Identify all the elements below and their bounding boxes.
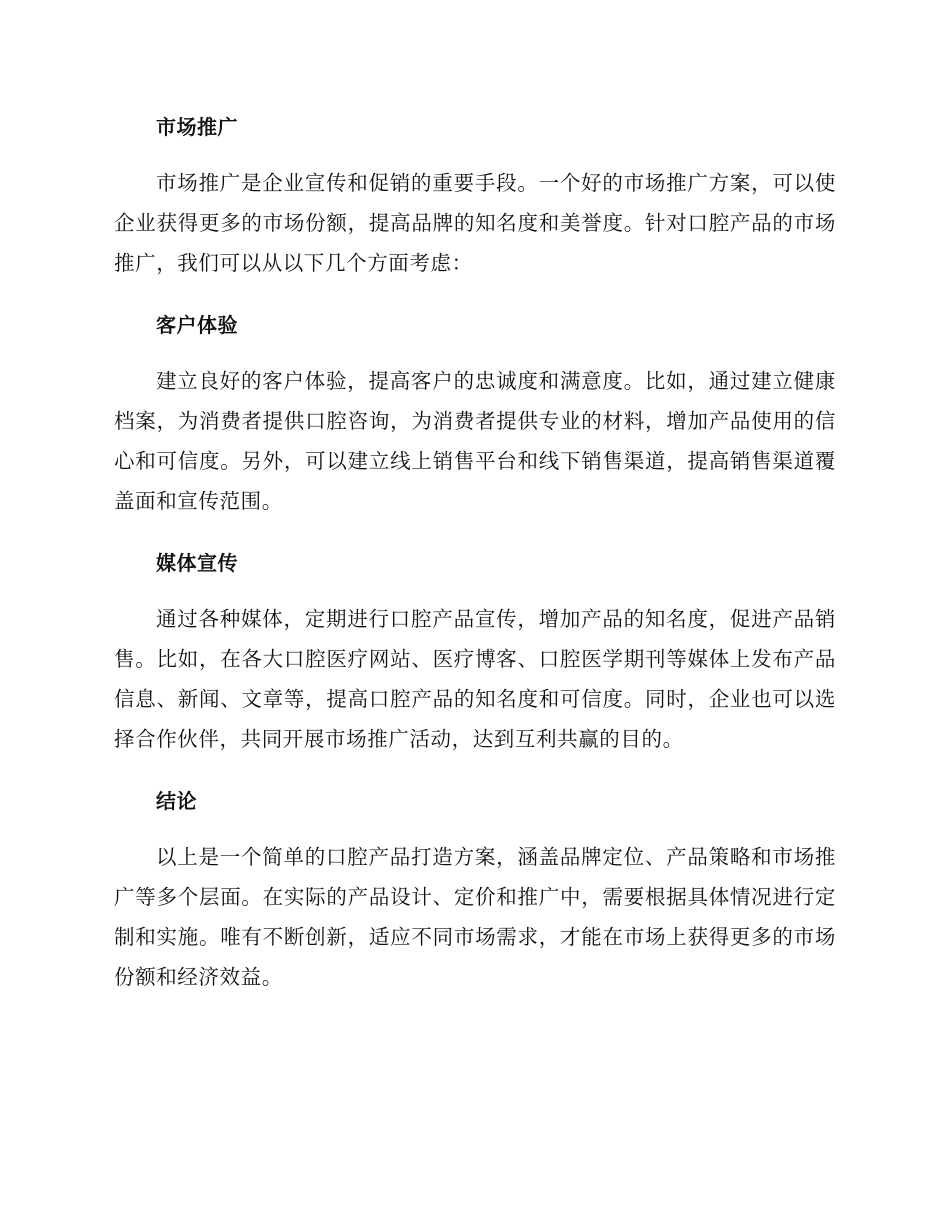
spacer — [114, 819, 836, 837]
spacer — [114, 343, 836, 361]
section-heading-media-promotion: 媒体宣传 — [156, 551, 238, 575]
spacer — [114, 521, 836, 545]
spacer — [114, 283, 836, 307]
section-heading-market-promotion: 市场推广 — [156, 115, 238, 139]
section-heading-customer-experience: 客户体验 — [156, 313, 238, 337]
spacer — [114, 145, 836, 163]
section-heading-conclusion: 结论 — [156, 789, 197, 813]
section-paragraph-customer-experience: 建立良好的客户体验，提高客户的忠诚度和满意度。比如，通过建立健康档案，为消费者提供口腔咨询，为消费者提供专业的材料，增加产品使用的信心和可信度。另外，可以建立线上销售平台和线下销售渠道，提高销售渠道覆盖面和宣传范围。 — [114, 369, 836, 513]
section-paragraph-market-promotion: 市场推广是企业宣传和促销的重要手段。一个好的市场推广方案，可以使企业获得更多的市场份额，提高品牌的知名度和美誉度。针对口腔产品的市场推广，我们可以从以下几个方面考虑： — [114, 171, 836, 275]
spacer — [114, 581, 836, 599]
spacer — [114, 759, 836, 783]
section-paragraph-conclusion: 以上是一个简单的口腔产品打造方案，涵盖品牌定位、产品策略和市场推广等多个层面。在实际的产品设计、定价和推广中，需要根据具体情况进行定制和实施。唯有不断创新，适应不同市场需求，才能在市场上获得更多的市场份额和经济效益。 — [114, 845, 836, 989]
document-body — [114, 109, 836, 997]
section-paragraph-media-promotion: 通过各种媒体，定期进行口腔产品宣传，增加产品的知名度，促进产品销售。比如，在各大口腔医疗网站、医疗博客、口腔医学期刊等媒体上发布产品信息、新闻、文章等，提高口腔产品的知名度和可信度。同时，企业也可以选择合作伙伴，共同开展市场推广活动，达到互利共赢的目的。 — [114, 607, 836, 751]
